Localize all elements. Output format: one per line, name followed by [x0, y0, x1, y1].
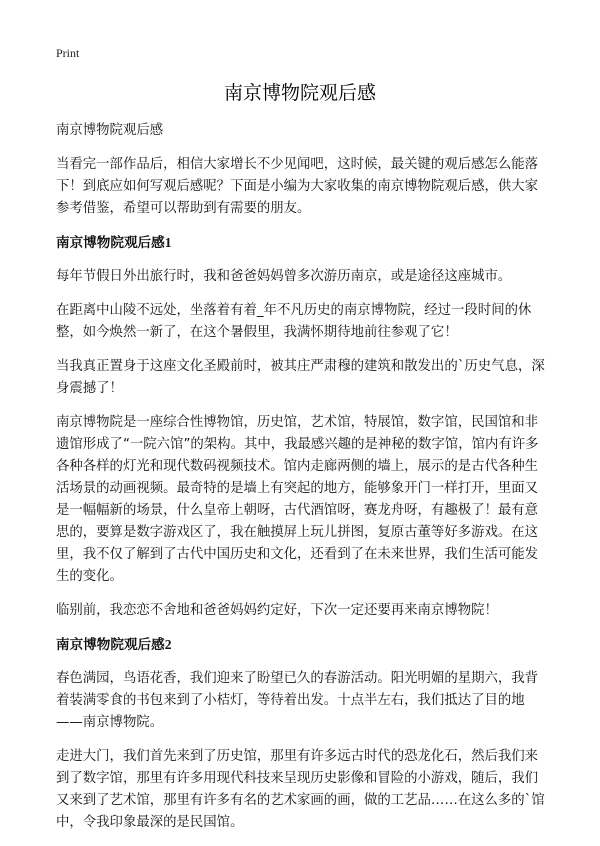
paragraph: 走进大门，我们首先来到了历史馆，那里有许多远古时代的恐龙化石，然后我们来到了数字馆，那里有许多用现代科技来呈现历史影像和冒险的小游戏，随后，我们又来到了艺术馆，那里有许多有名的艺术家画的画，做的工艺品……在这么多的`馆中，令我印象最深的是民国馆。 [56, 749, 545, 830]
paragraph: 每年节假日外出旅行时，我和爸爸妈妈曾多次游历南京，或是途径这座城市。 [56, 269, 512, 284]
paragraph: 南京博物院是一座综合性博物馆，历史馆，艺术馆，特展馆，数字馆，民国馆和非遗馆形成了“一院六馆”的架构。其中，我最感兴趣的是神秘的数字馆，馆内有许多各种各样的灯光和现代数码视频技术。馆内走廊两侧的墙上，展示的是古代各种生活场景的动画视频。最奇特的是墙上有突起的地方，能够象开门一样打开，里面又是一幅幅新的场景，什么皇帝上朝呀，古代酒馆呀，赛龙舟呀，有趣极了！最有意思的，要算是数字游戏区了，我在触摸屏上玩儿拼图，复原古董等好多游戏。在这里，我不仅了解到了古代中国历史和文化，还看到了在未来世界，我们生活可能发生的变化。 [56, 415, 539, 584]
section-heading: 南京博物院观后感2 [56, 637, 172, 652]
print-link[interactable]: Print [56, 46, 80, 60]
paragraph: 在距离中山陵不远处，坐落着有着_年不凡历史的南京博物院，经过一段时间的休整，如今焕然一新了，在这个暑假里，我满怀期待地前往参观了它！ [56, 303, 532, 340]
section-heading: 南京博物院观后感1 [56, 235, 172, 250]
paragraph: 春色满园，鸟语花香，我们迎来了盼望已久的春游活动。阳光明媚的星期六，我背着装满零食的书包来到了小桔灯，等待着出发。十点半左右，我们抵达了目的地——南京博物院。 [56, 671, 539, 730]
paragraph: 临别前，我恋恋不舍地和爸爸妈妈约定好，下次一定还要再来南京博物院！ [56, 603, 498, 618]
paragraph: 当我真正置身于这座文化圣殿前时，被其庄严肃穆的建筑和散发出的`历史气息，深身震撼了！ [56, 359, 545, 396]
page-title: 南京博物院观后感 [223, 82, 376, 104]
section-2 [56, 634, 548, 834]
article-subtitle: 南京博物院观后感 [56, 123, 164, 138]
article-body [56, 120, 548, 846]
intro-paragraph: 当看完一部作品后，相信大家增长不少见闻吧，这时候，最关键的观后感怎么能落下！到底应如何写观后感呢？下面是小编为大家收集的南京博物院观后感，供大家参考借鉴，希望可以帮助到有需要的朋友。 [56, 157, 539, 216]
section-1 [56, 232, 548, 622]
